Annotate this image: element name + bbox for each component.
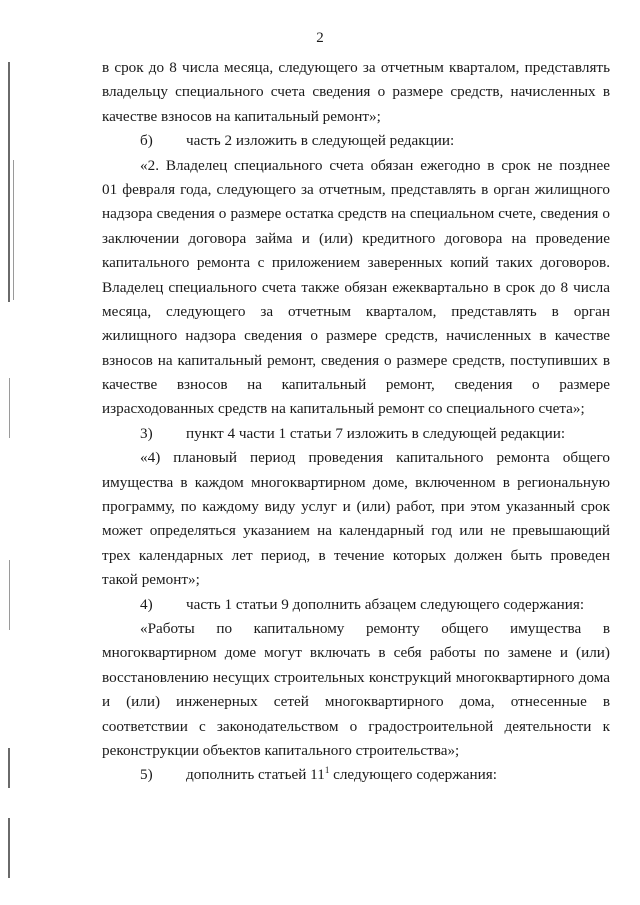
text-line: израсходованных средств на капитальный ремонт со специального счета»; <box>102 400 585 418</box>
scan-edge-mark <box>13 160 14 300</box>
page-number: 2 <box>316 30 324 46</box>
text-line: «2. Владелец специального счета обязан ежегодно в срок не позднее <box>140 156 610 174</box>
article-superscript: 1 <box>324 765 330 776</box>
text-line: реконструкции объектов капитального строительства»; <box>102 741 460 759</box>
text-line: качестве взносов на капитальный ремонт»; <box>102 107 381 125</box>
list-item-number: б) <box>140 132 153 150</box>
scan-edge-mark <box>9 560 10 630</box>
list-item-text: часть 2 изложить в следующей редакции: <box>186 132 455 150</box>
list-item-4 <box>102 593 610 617</box>
list-item-text: пункт 4 части 1 статьи 7 изложить в следующей редакции: <box>186 424 566 442</box>
scan-edge-mark <box>8 818 10 878</box>
scan-edge-mark <box>9 378 10 438</box>
scan-edge-mark <box>8 62 10 302</box>
text-line: многоквартирном доме могут включать в себя работы по замене и (или) <box>102 644 610 662</box>
document-body <box>102 56 610 788</box>
text-line: жилищного надзора сведения о размере средств, начисленных в качестве <box>102 327 610 345</box>
list-item-3 <box>102 422 610 446</box>
text-line: трех календарных лет период, в течение которых должен быть проведен <box>102 546 610 564</box>
text-line: капитального ремонта с приложением заверенных копий таких договоров. <box>102 254 610 272</box>
text-line: соответствии с законодательством о градостроительной деятельности к <box>102 717 610 735</box>
text-line: и (или) инженерных сетей многоквартирного дома, отнесенные в <box>102 693 610 711</box>
text-line: в срок до 8 числа месяца, следующего за отчетным кварталом, представлять <box>102 59 610 76</box>
list-item-number: 3) <box>140 424 153 442</box>
text-line: качестве взносов на капитальный ремонт, сведения о размере <box>102 376 610 394</box>
text-line: программу, по каждому виду услуг и (или) работ, при этом указанный срок <box>102 498 610 516</box>
text-line: 01 февраля года, следующего за отчетным, представлять в орган жилищного <box>102 180 610 198</box>
list-item-text: часть 1 статьи 9 дополнить абзацем следующего содержания: <box>186 595 585 613</box>
list-item-number: 4) <box>140 595 153 613</box>
text-line: восстановлению несущих строительных конструкций многоквартирного дома <box>102 668 610 686</box>
text-line: заключении договора займа и (или) кредитного договора на проведение <box>102 229 610 247</box>
text-line: такой ремонт»; <box>102 571 200 589</box>
list-item-number: 5) <box>140 766 153 784</box>
text-line: «4) плановый период проведения капитального ремонта общего <box>140 449 610 467</box>
scan-edge-mark <box>8 748 10 788</box>
text-line: «Работы по капитальному ремонту общего имущества в <box>140 619 610 637</box>
list-item-text: дополнить статьей 11 <box>186 766 325 784</box>
text-line: взносов на капитальный ремонт, сведения о размере средств, поступивших в <box>102 351 610 369</box>
text-line: владельцу специального счета сведения о размере средств, начисленных в <box>102 83 610 101</box>
text-line: может определяться указанием на календарный год или не превышающий <box>102 522 610 540</box>
list-item-5 <box>102 763 610 787</box>
list-item-b <box>102 129 610 153</box>
text-line: надзора сведения о размере остатка средств на специальном счете, сведения о <box>102 205 610 223</box>
text-line: Владелец специального счета также обязан ежеквартально в срок до 8 числа <box>102 278 610 296</box>
list-item-text: следующего содержания: <box>329 766 497 784</box>
text-line: месяца, следующего за отчетным кварталом, представлять в орган <box>102 302 610 320</box>
text-line: имущества в каждом многоквартирном доме, включенном в региональную <box>102 473 610 491</box>
